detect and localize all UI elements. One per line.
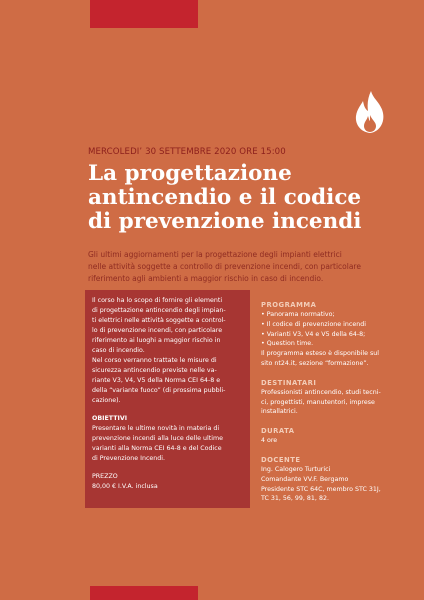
event-date: MERCOLEDI’ 30 SETTEMBRE 2020 ORE 15:00 xyxy=(88,147,286,157)
course-description-line: Il corso ha lo scopo di fornire gli elementi xyxy=(92,297,223,304)
audience-line: installatrici. xyxy=(261,408,298,416)
course-description-line: sicurezza antincendio previste nelle va- xyxy=(92,367,217,374)
intro-paragraph xyxy=(88,249,404,285)
course-description-line: di progettazione antincendio degli impian- xyxy=(92,307,226,314)
audience-heading: DESTINATARI xyxy=(261,378,317,387)
teacher-line: TC 31, 56, 99, 81, 82. xyxy=(261,495,329,503)
intro-line: riferimento agli ambienti a maggior rischio in caso di incendio. xyxy=(88,274,324,283)
course-info-text xyxy=(92,296,248,492)
objectives-line: prevenzione incendi alla luce delle ultime xyxy=(92,435,224,442)
program-item: • Il codice di prevenzione incendi xyxy=(261,320,366,328)
objectives-line: varianti alla Norma CEI 64-8 e del Codice xyxy=(92,445,222,452)
flame-icon xyxy=(352,90,388,134)
objectives-line: Presentare le ultime novità in materia di xyxy=(92,425,220,432)
course-description-line: riferimento ai luoghi a maggior rischio in xyxy=(92,337,221,344)
duration-value xyxy=(261,436,421,446)
course-description-line: della “variante fuoco” (di prossima pubbli- xyxy=(92,387,226,394)
duration-line: 4 ore xyxy=(261,437,278,445)
program-item: • Question time. xyxy=(261,340,314,348)
course-description-line: ti elettrici nelle attività soggette a control- xyxy=(92,317,226,324)
teacher-text xyxy=(261,465,421,504)
course-description-line: caso di incendio. xyxy=(92,347,145,354)
price-value: 80,00 € I.V.A. inclusa xyxy=(92,483,158,490)
audience-line: ci, progettisti, manutentori, imprese xyxy=(261,398,375,406)
intro-line: Gli ultimi aggiornamenti per la progettazione degli impianti elettrici xyxy=(88,250,342,259)
course-description-line: cazione). xyxy=(92,397,121,404)
title-line: La progettazione xyxy=(88,161,292,186)
top-red-block xyxy=(90,0,198,28)
teacher-heading: DOCENTE xyxy=(261,455,301,464)
program-note: Il programma esteso è disponibile sul xyxy=(261,350,379,358)
course-description-line: Nel corso verranno trattate le misure di xyxy=(92,357,217,364)
program-heading: PROGRAMMA xyxy=(261,301,317,309)
bottom-red-block xyxy=(90,586,198,600)
page-title xyxy=(88,162,388,234)
program-item: • Panorama normativo; xyxy=(261,311,335,318)
objectives-line: di Prevenzione Incendi. xyxy=(92,455,166,462)
audience-text xyxy=(261,388,421,417)
program-list xyxy=(261,310,421,369)
price-heading: PREZZO xyxy=(92,473,118,480)
duration-heading: DURATA xyxy=(261,427,295,436)
intro-line: nelle attività soggette a controllo di prevenzione incendi, con particolare xyxy=(88,262,361,271)
details-column xyxy=(261,300,421,504)
teacher-line: Ing. Calogero Turturici xyxy=(261,465,331,473)
audience-line: Professionisti antincendio, studi tecni- xyxy=(261,388,381,396)
teacher-line: Presidente STC 64C, membro STC 31J, xyxy=(261,485,381,493)
course-description-line: riante V3, V4, V5 della Norma CEI 64-8 e xyxy=(92,377,221,384)
title-line: di prevenzione incendi xyxy=(88,209,362,234)
program-item: • Varianti V3, V4 e V5 della 64-8; xyxy=(261,330,366,338)
teacher-line: Comandante VV.F. Bergamo xyxy=(261,475,349,483)
course-description-line: lo di prevenzione incendi, con particolare xyxy=(92,327,223,334)
objectives-heading: OBIETTIVI xyxy=(92,415,128,422)
title-line: antincendio e il codice xyxy=(88,185,362,210)
program-note: sito nt24.it, sezione “formazione”. xyxy=(261,359,369,367)
